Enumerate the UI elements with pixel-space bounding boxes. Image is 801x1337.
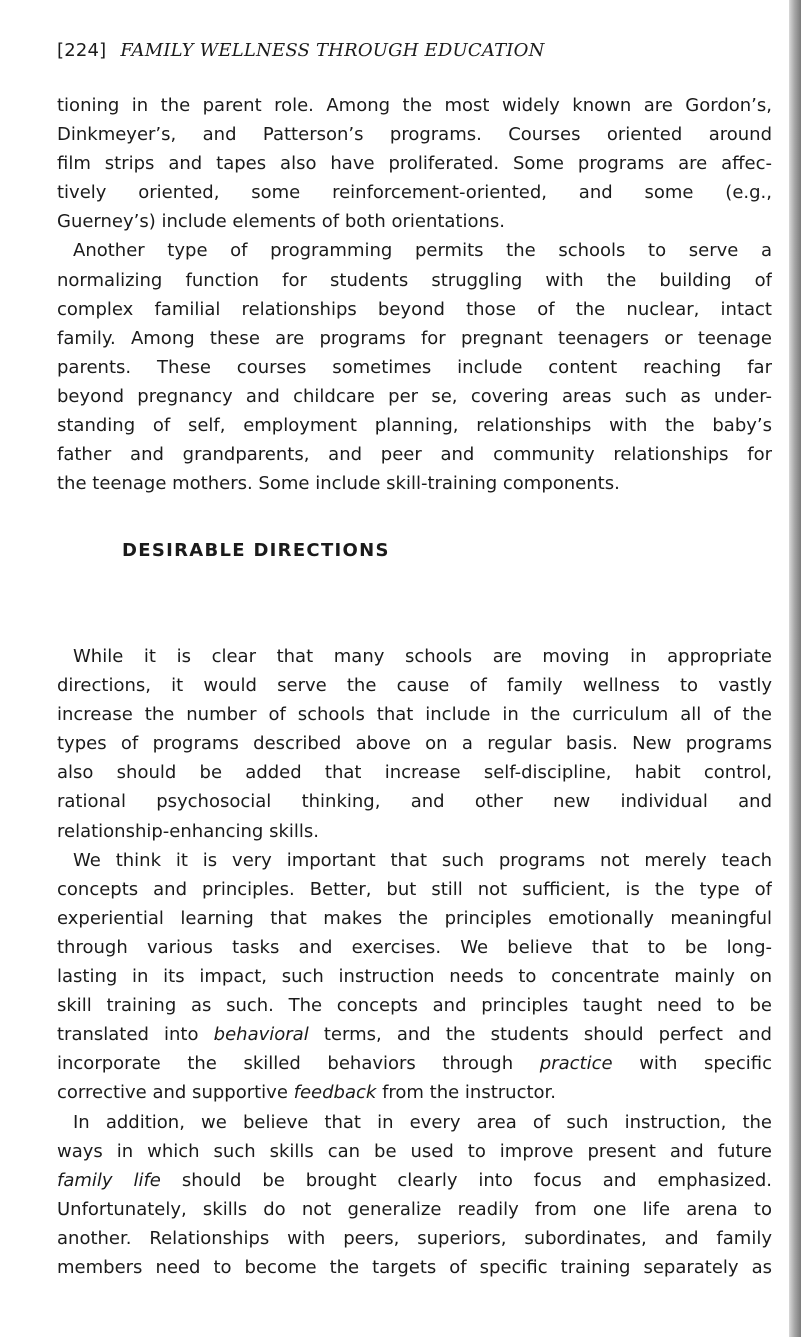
section-heading: DESIRABLE DIRECTIONS [122, 540, 390, 561]
text-line: incorporate the skilled behaviors through practice with specific [57, 1053, 772, 1075]
running-title: FAMILY WELLNESS THROUGH EDUCATION [120, 40, 545, 61]
text-line: another. Relationships with peers, superiors, subordinates, and family [57, 1227, 772, 1249]
text-line: translated into behavioral terms, and the students should perfect and [57, 1024, 772, 1046]
text-line: In addition, we believe that in every area of such instruction, the [73, 1111, 772, 1133]
text-line: rational psychosocial thinking, and other new individual and [57, 791, 772, 813]
text-line: father and grandparents, and peer and community relationships for [57, 444, 772, 466]
text-line: We think it is very important that such programs not merely teach [73, 849, 772, 871]
text-line: increase the number of schools that include in the curriculum all of the [57, 704, 772, 726]
text-line: skill training as such. The concepts and principles taught need to be [57, 995, 772, 1017]
text-line: experiential learning that makes the principles emotionally meaningful [57, 907, 772, 929]
emphasis-behavioral: behavioral [213, 1024, 309, 1046]
text-line: Guerney’s) include elements of both orientations. [57, 211, 506, 233]
text-line: family. Among these are programs for pregnant teenagers or teenage [57, 327, 772, 349]
text-line: Unfortunately, skills do not generalize readily from one life arena to [57, 1198, 772, 1220]
running-head [57, 40, 545, 61]
text-line: corrective and supportive feedback from the instructor. [57, 1082, 557, 1104]
text-line: Dinkmeyer’s, and Patterson’s programs. Courses oriented around [57, 124, 772, 146]
text-line: beyond pregnancy and childcare per se, covering areas such as under- [57, 385, 772, 407]
text-line: directions, it would serve the cause of family wellness to vastly [57, 675, 772, 697]
text-line: tively oriented, some reinforcement-oriented, and some (e.g., [57, 182, 772, 204]
text-line: complex familial relationships beyond those of the nuclear, intact [57, 298, 772, 320]
page-number: [224] [57, 40, 107, 61]
section-2-text [57, 642, 772, 1282]
text-line: While it is clear that many schools are moving in appropriate [73, 646, 772, 667]
text-line: relationship-enhancing skills. [57, 820, 319, 842]
text-line: family life should be brought clearly into focus and emphasized. [57, 1169, 772, 1191]
text-line: ways in which such skills can be used to improve present and future [57, 1140, 772, 1162]
text-line: lasting in its impact, such instruction needs to concentrate mainly on [57, 966, 772, 988]
text-line: also should be added that increase self-discipline, habit control, [57, 762, 772, 784]
text-line: standing of self, employment planning, relationships with the baby’s [57, 415, 772, 437]
emphasis-feedback: feedback [293, 1082, 377, 1104]
text-line: types of programs described above on a regular basis. New programs [57, 733, 772, 755]
text-line: the teenage mothers. Some include skill-training components. [57, 473, 620, 495]
text-line: tioning in the parent role. Among the most widely known are Gordon’s, [57, 95, 772, 116]
text-line: parents. These courses sometimes include content reaching far [57, 356, 772, 378]
text-line: normalizing function for students struggling with the building of [57, 269, 772, 291]
emphasis-family-life: family life [57, 1169, 161, 1191]
text-line: concepts and principles. Better, but still not sufficient, is the type of [57, 878, 772, 900]
emphasis-practice: practice [539, 1053, 613, 1075]
text-line: members need to become the targets of specific training separately as [57, 1256, 772, 1278]
section-1-text [57, 91, 772, 498]
text-line: film strips and tapes also have proliferated. Some programs are affec- [57, 153, 772, 175]
text-line: through various tasks and exercises. We believe that to be long- [57, 936, 772, 958]
text-line: Another type of programming permits the schools to serve a [73, 240, 772, 262]
page-edge-shadow [789, 0, 801, 1337]
